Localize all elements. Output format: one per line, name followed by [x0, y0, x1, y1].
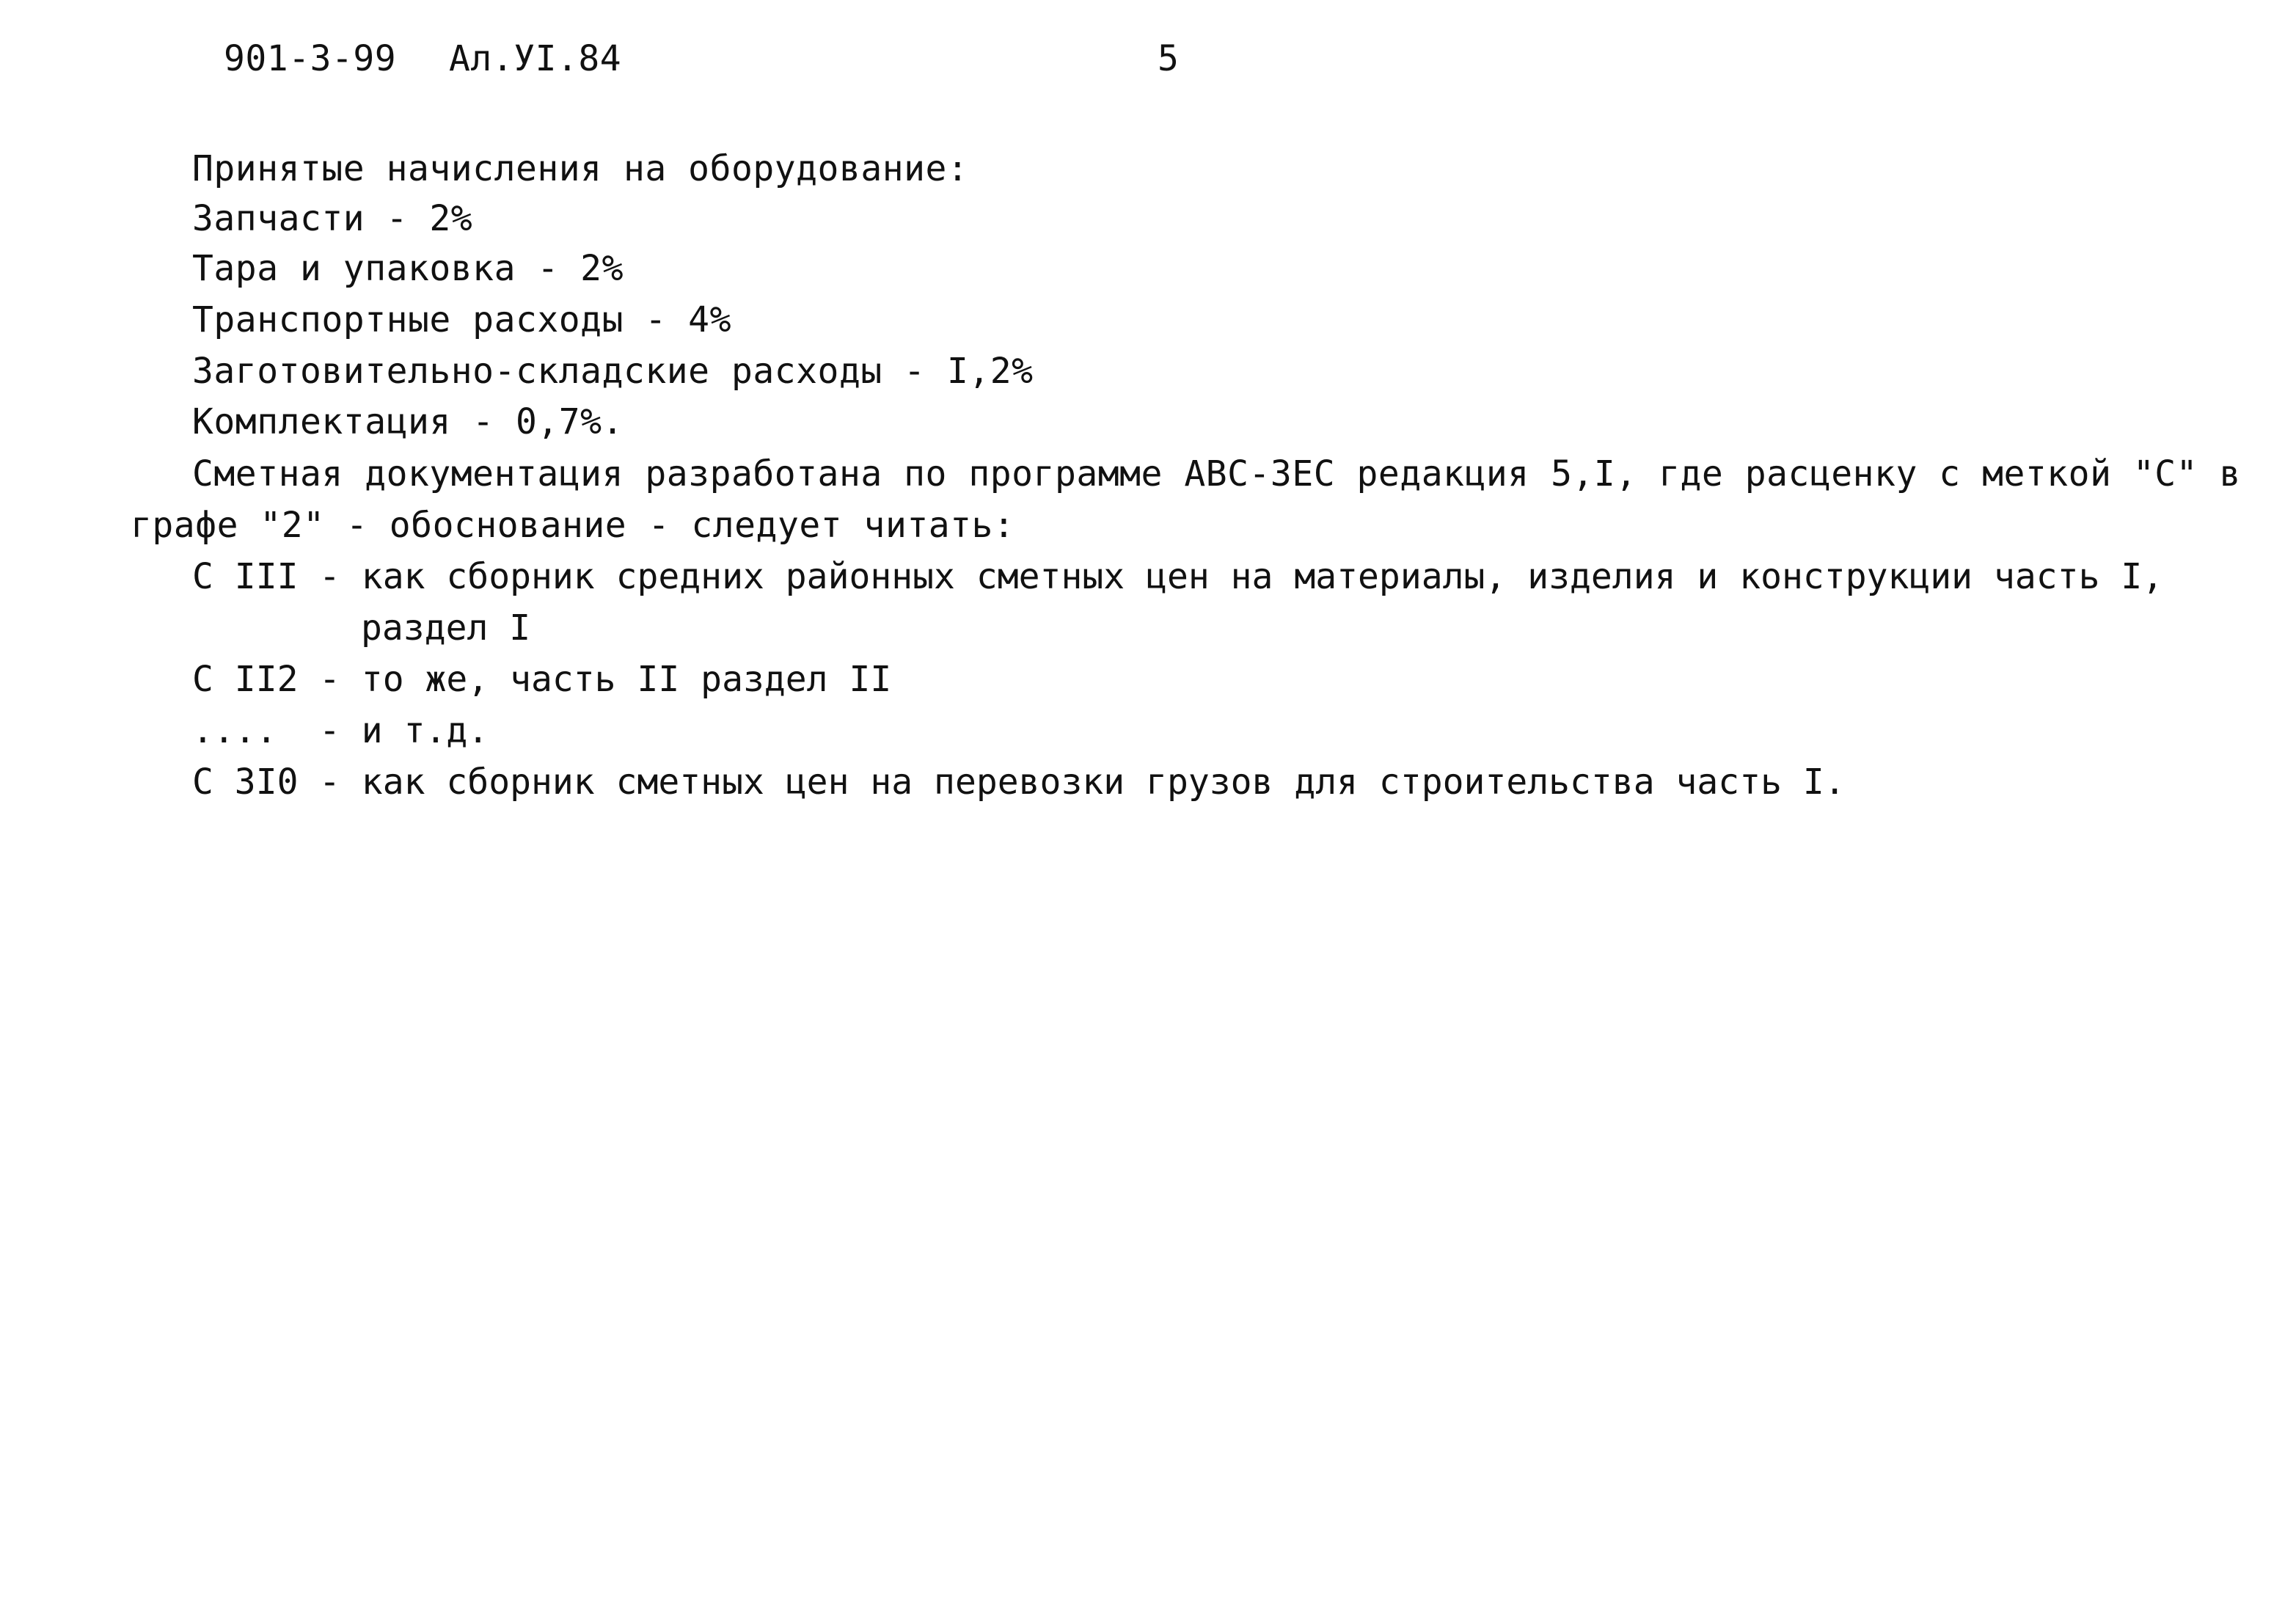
paragraph-line-1: Сметная документация разработана по программе АВС-ЗЕС редакция 5,I, где расценку с меткой "С" в: [192, 453, 2241, 494]
charge-spare-parts: Запчасти - 2%: [192, 198, 473, 239]
paragraph-line-2: графе "2" - обоснование - следует читать:: [131, 505, 1015, 546]
charge-transport: Транспортные расходы - 4%: [192, 299, 731, 340]
code-description-continuation: раздел I: [361, 607, 531, 649]
charge-completion: Комплектация - 0,7%.: [192, 401, 624, 442]
code-description: - как сборник сметных цен на перевозки грузов для строительства часть I.: [319, 762, 1846, 803]
code-label: С II2: [192, 659, 299, 700]
charge-packaging: Тара и упаковка - 2%: [192, 248, 624, 289]
code-description: - как сборник средних районных сметных цен на материалы, изделия и конструкции часть I,: [319, 556, 2164, 597]
page-number: 5: [1158, 38, 1180, 79]
code-label: С 3I0: [192, 762, 299, 803]
code-description: - то же, часть II раздел II: [319, 659, 892, 700]
header-doc-id: Ал.УI.84: [449, 38, 622, 79]
code-label: С III: [192, 556, 299, 597]
intro-line: Принятые начисления на оборудование:: [192, 148, 969, 189]
code-label: ....: [192, 710, 277, 751]
header-code: 901-3-99: [224, 38, 397, 79]
charge-warehouse: Заготовительно-складские расходы - I,2%: [192, 351, 1034, 392]
code-description: - и т.д.: [319, 710, 489, 751]
